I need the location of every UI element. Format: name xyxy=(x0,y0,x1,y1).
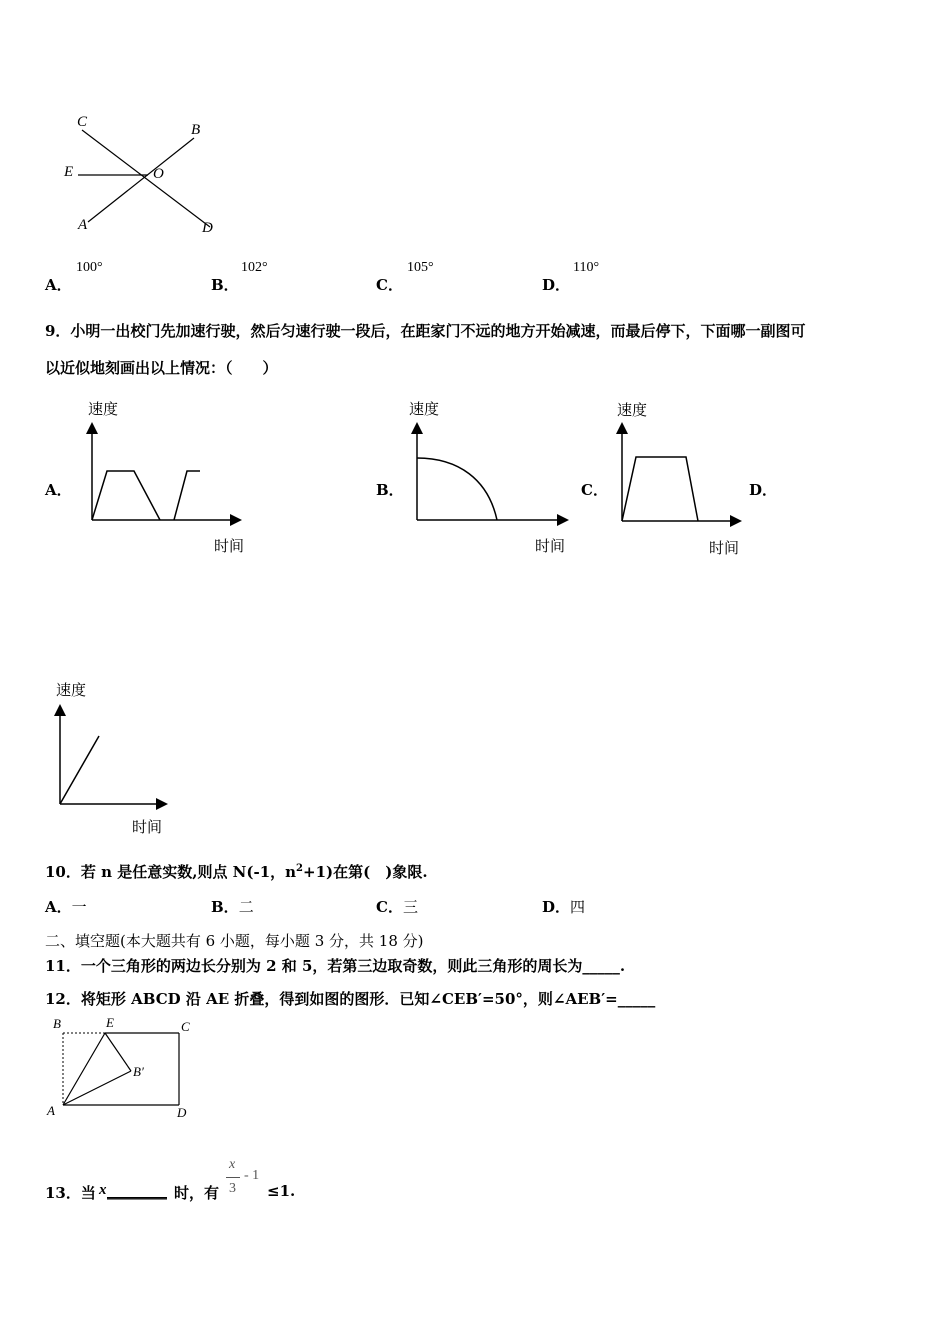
q8-option-b-value: 102° xyxy=(241,260,268,275)
q12-question: 12．将矩形 ABCD 沿 AE 折叠，得到如图的图形．已知∠CEB′=50°，则∠AEB′=_____ xyxy=(45,990,656,1008)
q8-option-a-letter[interactable]: A． xyxy=(45,276,72,294)
label-D: D xyxy=(177,1105,187,1120)
q8-option-a-value: 100° xyxy=(76,260,103,275)
label-E: E xyxy=(106,1015,114,1030)
q13-fraction-numerator: x xyxy=(229,1157,236,1172)
q9-option-c[interactable]: C． xyxy=(581,481,608,499)
q10-option-d[interactable]: D．四 xyxy=(542,898,586,916)
section-2-title: 二、填空题(本大题共有 6 小题，每小题 3 分，共 18 分) xyxy=(45,932,424,950)
label-E: E xyxy=(64,164,74,180)
q10-option-c[interactable]: C．三 xyxy=(376,898,418,916)
q10-question: 10．若 n 是任意实数,则点 N(-1，$n^2+1$)在第( )象限. xyxy=(45,863,428,881)
q13-blank[interactable]: ________ xyxy=(107,1182,167,1200)
label-C: C xyxy=(181,1019,190,1034)
label-B: B xyxy=(53,1016,61,1031)
q8-option-b-letter[interactable]: B． xyxy=(211,276,239,294)
graph-d-x-label: 时间 xyxy=(132,818,163,836)
graph-a-x-label: 时间 xyxy=(214,537,245,555)
q13-mid: 时，有 xyxy=(174,1184,220,1202)
q9-option-a[interactable]: A． xyxy=(45,481,72,499)
q13-fraction-bar xyxy=(226,1177,240,1178)
q8-option-c-letter[interactable]: C． xyxy=(376,276,403,294)
q8-option-d-letter[interactable]: D． xyxy=(542,276,571,294)
graph-b-x-label: 时间 xyxy=(535,537,566,555)
q8-option-d-value: 110° xyxy=(573,260,600,275)
graph-b-y-label: 速度 xyxy=(409,400,440,418)
q9-question-line2: 以近似地刻画出以上情况：（ ） xyxy=(45,359,278,377)
q13-prefix: 13．当 xyxy=(45,1184,96,1202)
label-C: C xyxy=(77,114,88,130)
label-A: A xyxy=(47,1103,55,1118)
q11-question: 11．一个三角形的两边长分别为 2 和 5，若第三边取奇数，则此三角形的周长为_____. xyxy=(45,957,626,975)
q10-option-a[interactable]: A．一 xyxy=(45,898,87,916)
q8-option-c-value: 105° xyxy=(407,260,434,275)
q9-option-d[interactable]: D． xyxy=(749,481,778,499)
label-O: O xyxy=(153,166,164,182)
label-D: D xyxy=(202,220,213,236)
q13-var-x: x xyxy=(99,1182,107,1198)
label-B-prime: B′ xyxy=(133,1064,144,1079)
graph-c-y-label: 速度 xyxy=(617,401,648,419)
graph-d-y-label: 速度 xyxy=(56,681,87,699)
q13-minus-one: - 1 xyxy=(244,1168,260,1183)
graph-a-y-label: 速度 xyxy=(88,400,119,418)
graph-c-x-label: 时间 xyxy=(709,539,740,557)
label-A: A xyxy=(78,217,88,233)
q9-option-b[interactable]: B． xyxy=(376,481,404,499)
q10-option-b[interactable]: B．二 xyxy=(211,898,254,916)
label-B: B xyxy=(191,122,201,138)
q13-tail: ≤1. xyxy=(267,1182,296,1200)
q13-fraction-denominator: 3 xyxy=(229,1181,236,1196)
q9-question-line1: 9．小明一出校门先加速行驶，然后匀速行驶一段后，在距家门不远的地方开始减速，而最后停下，下面哪一副图可 xyxy=(45,322,806,340)
